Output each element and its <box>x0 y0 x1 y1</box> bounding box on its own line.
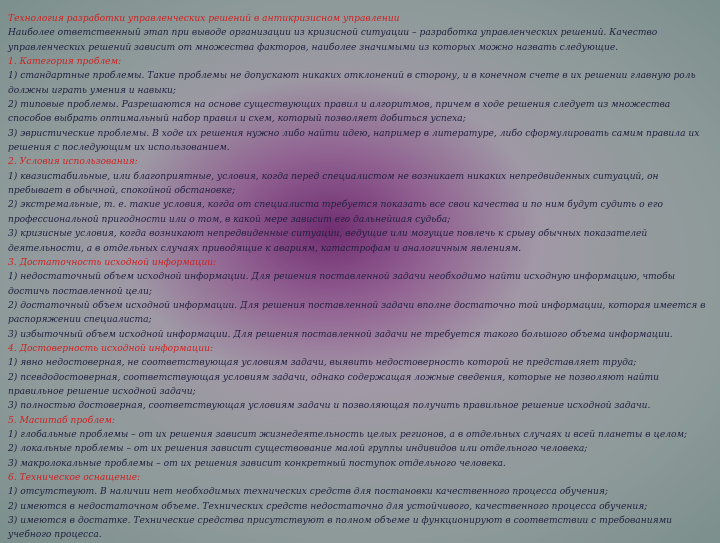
content-block <box>8 26 712 542</box>
text-paragraph: 3) полностью достоверная, соответствующая условиям задачи и позволяющая получить правильное решение исходной задачи. <box>8 401 651 412</box>
text-paragraph: 1) квазистабильные, или благоприятные, условия, когда перед специалистом не возникает никаких непредвиденных ситуаций, он пребывает в обычной, спокойной обстановке; <box>8 171 659 197</box>
text-paragraph: 1) недостаточный объем исходной информации. Для решения поставленной задачи необходимо найти исходную информацию, чтобы достичь поставленной цели; <box>8 272 676 297</box>
text-paragraph: 2) достаточный объем исходной информации. Для решения поставленной задачи вполне достаточно той информации, которая имеется в распоряжении специалиста; <box>8 300 706 326</box>
text-paragraph: 2) экстремальные, т. е. такие условия, когда от специалиста требуется показать все свои качества и по ним будут судить о его профессиональной пригодности или о том, в какой мере зависит его дальнейшая судьба; <box>8 200 663 225</box>
text-paragraph: 1) глобальные проблемы – от их решения зависит жизнедеятельность целых регионов, а в отдельных случаях и всей планеты в целом; <box>8 429 688 440</box>
text-paragraph: 3) макролокальные проблемы – от их решения зависит конкретный поступок отдельного человека. <box>8 458 506 469</box>
text-paragraph: 3) эвристические проблемы. В ходе их решения нужно либо найти идею, например в литературе, либо сформулировать самим правила их решения с последующим их использованием. <box>8 128 700 154</box>
text-paragraph: 2) имеются в недостаточном объеме. Технических средств недостаточно для устойчивого, качественного процесса обучения; <box>8 501 648 512</box>
text-paragraph: 3) имеются в достатке. Технические средства присутствуют в полном объеме и функционируют в соответствии с требованиями учебного процесса. <box>8 516 672 541</box>
section-heading: 5. Масштаб проблем: <box>8 415 115 426</box>
section-heading: 1. Категория проблем: <box>8 57 122 68</box>
slide-title: Технология разработки управленческих решений в антикризисном управлении <box>8 14 400 24</box>
text-paragraph: Наиболее ответственный этап при выводе организации из кризисной ситуации – разработка управленческих решений. Качество управленческих решений зависит от множества факторов, наиболее значимыми из которых можно назвать следующие. <box>8 28 658 53</box>
text-paragraph: 3) избыточный объем исходной информации. Для решения поставленной задачи не требуется такого большого объема информации. <box>8 329 673 340</box>
section-heading: 4. Достоверность исходной информации: <box>8 343 214 354</box>
text-paragraph: 1) отсутствуют. В наличии нет необходимых технических средств для постановки качественного процесса обучения; <box>8 487 608 498</box>
text-paragraph: 3) кризисные условия, когда возникают непредвиденные ситуации, ведущие или могущие повлечь к срыву обычных показателей деятельности, а в отдельных случаях приводящие к авариям, катастрофам и аналогичным явлениям. <box>8 229 648 254</box>
text-paragraph: 1) стандартные проблемы. Такие проблемы не допускают никаких отклонений в сторону, и в конечном счете в их решении главную роль должны играть умения и навыки; <box>8 71 696 96</box>
section-heading: 2. Условия использования: <box>8 157 138 168</box>
text-paragraph: 1) явно недостоверная, не соответствующая условиям задачи, выявить недостоверность которой не представляет труда; <box>8 358 637 369</box>
text-paragraph: 2) типовые проблемы. Разрешаются на основе существующих правил и алгоритмов, причем в ходе решения следует из множества способов выбрать оптимальный набор правил и схем, который позволяет добиться успеха; <box>8 100 671 125</box>
section-heading: 6. Техническое оснащение: <box>8 473 141 483</box>
text-paragraph: 2) локальные проблемы – от их решения зависит существование малой группы индивидов или отдельного человека; <box>8 444 588 455</box>
text-paragraph: 2) псевдодостоверная, соответствующая условиям задачи, однако содержащая ложные сведения, которые не позволяют найти правильное решение исходной задачи; <box>8 372 659 397</box>
section-heading: 3. Достаточность исходной информации: <box>8 257 217 268</box>
